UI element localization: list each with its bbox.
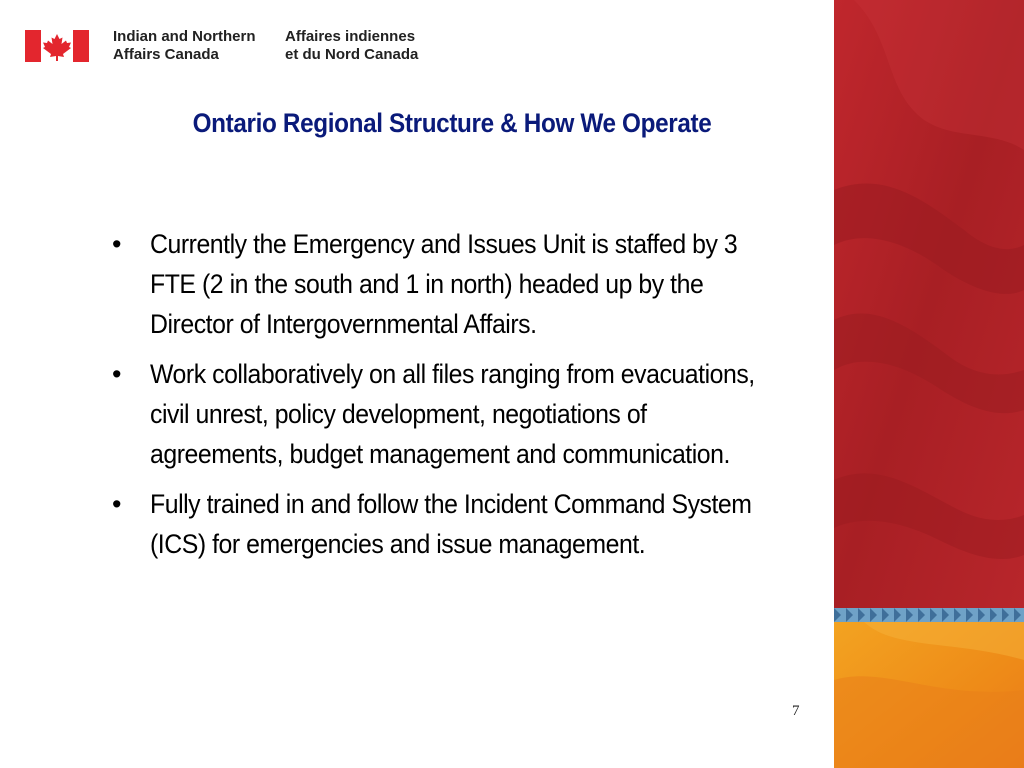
- page-number: 7: [792, 703, 800, 719]
- department-name-french: [285, 28, 418, 64]
- department-en-line2: Affairs Canada: [113, 46, 219, 63]
- canada-flag-icon: [25, 30, 89, 62]
- bullet-list: [112, 224, 812, 574]
- bullet-text: Currently the Emergency and Issues Unit is staffed by 3 FTE (2 in the south and 1 in north) headed up by the Director of Intergovernmental Affairs.: [150, 229, 738, 339]
- department-name-english: [113, 28, 256, 64]
- bullet-text: Work collaboratively on all files ranging from evacuations, civil unrest, policy development, negotiations of agreements, budget management and communication.: [150, 359, 755, 469]
- bullet-marker: •: [112, 229, 121, 259]
- department-fr-line2: et du Nord Canada: [285, 46, 419, 63]
- bullet-item: [112, 224, 812, 344]
- bullet-item: [112, 484, 812, 564]
- decorative-side-band: [834, 0, 1024, 768]
- bullet-text: Fully trained in and follow the Incident Command System (ICS) for emergencies and issue management.: [150, 489, 752, 559]
- bullet-item: [112, 354, 812, 474]
- bullet-marker: •: [112, 489, 121, 519]
- department-fr-line1: Affaires indiennes: [285, 28, 416, 45]
- slide-title: Ontario Regional Structure & How We Operate: [192, 108, 712, 138]
- department-en-line1: Indian and Northern: [113, 28, 256, 45]
- bullet-marker: •: [112, 359, 121, 389]
